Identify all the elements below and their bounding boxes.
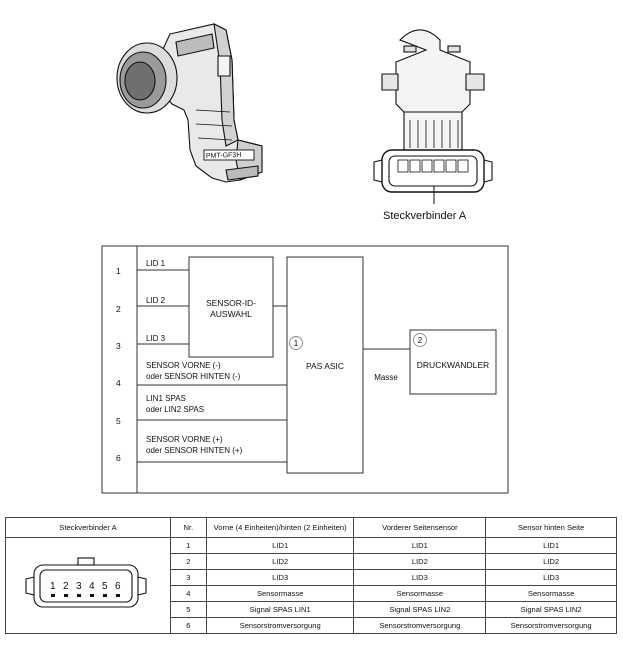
cell-rear-side: LID1 xyxy=(486,538,617,554)
sensor-logo-text: PMT-GF3H xyxy=(205,151,242,160)
label-lin-1: LIN1 SPAS xyxy=(146,394,186,403)
cell-nr: 6 xyxy=(170,618,206,634)
pinout-number-2: 2 xyxy=(63,581,69,592)
pinout-number-1: 1 xyxy=(50,581,56,592)
cell-front-rear: LID3 xyxy=(206,570,354,586)
header-nr: Nr. xyxy=(170,518,206,538)
druck-marker-number: 2 xyxy=(417,336,423,345)
cell-front-side: LID3 xyxy=(354,570,486,586)
cell-nr: 4 xyxy=(170,586,206,602)
cell-nr: 5 xyxy=(170,602,206,618)
label-lid2: LID 2 xyxy=(146,296,166,305)
pin-number-1: 1 xyxy=(116,266,121,276)
pinout-number-5: 5 xyxy=(102,581,108,592)
cell-front-rear: Signal SPAS LIN1 xyxy=(206,602,354,618)
cell-front-side: Sensormasse xyxy=(354,586,486,602)
cell-front-side: LID1 xyxy=(354,538,486,554)
cell-front-rear: Sensormasse xyxy=(206,586,354,602)
cell-nr: 2 xyxy=(170,554,206,570)
header-front-side: Vorderer Seitensensor xyxy=(354,518,486,538)
connector-pinout-diagram xyxy=(6,543,166,628)
label-sensor-minus-1: SENSOR VORNE (-) xyxy=(146,361,221,370)
masse-label: Masse xyxy=(374,373,398,382)
pin-number-3: 3 xyxy=(116,341,121,351)
pinout-number-6: 6 xyxy=(115,581,121,592)
connector-a-label: Steckverbinder A xyxy=(383,210,467,222)
cell-rear-side: LID2 xyxy=(486,554,617,570)
druckwandler-label: DRUCKWANDLER xyxy=(416,360,490,370)
label-lid1: LID 1 xyxy=(146,259,166,268)
cell-front-side: Signal SPAS LIN2 xyxy=(354,602,486,618)
label-lid3: LID 3 xyxy=(146,334,166,343)
cell-front-side: Sensorstromversorgung xyxy=(354,618,486,634)
sensor-id-label-2: AUSWAHL xyxy=(210,309,252,319)
header-front-rear: Vorne (4 Einheiten)/hinten (2 Einheiten) xyxy=(206,518,354,538)
cell-rear-side: LID3 xyxy=(486,570,617,586)
cell-rear-side: Sensorstromversorgung xyxy=(486,618,617,634)
circuit-schematic xyxy=(0,240,623,500)
label-sensor-plus-2: oder SENSOR HINTEN (+) xyxy=(146,446,243,455)
connector-pinout-cell xyxy=(6,538,171,634)
cell-front-rear: Sensorstromversorgung xyxy=(206,618,354,634)
cell-rear-side: Sensormasse xyxy=(486,586,617,602)
pin-assignment-table xyxy=(5,517,617,634)
table-row xyxy=(6,538,617,554)
pin-number-5: 5 xyxy=(116,416,121,426)
cell-nr: 3 xyxy=(170,570,206,586)
pas-asic-label: PAS ASIC xyxy=(305,361,345,371)
cell-nr: 1 xyxy=(170,538,206,554)
sensor-back-view-image xyxy=(374,30,492,192)
cell-rear-side: Signal SPAS LIN2 xyxy=(486,602,617,618)
header-rear-side: Sensor hinten Seite xyxy=(486,518,617,538)
asic-marker-number: 1 xyxy=(293,339,299,348)
cell-front-rear: LID1 xyxy=(206,538,354,554)
header-connector: Steckverbinder A xyxy=(6,518,171,538)
table-header-row xyxy=(6,518,617,538)
label-lin-2: oder LIN2 SPAS xyxy=(146,405,205,414)
cell-front-side: LID2 xyxy=(354,554,486,570)
sensor-id-label-1: SENSOR-ID- xyxy=(205,298,257,308)
pin-number-6: 6 xyxy=(116,453,121,463)
pinout-number-4: 4 xyxy=(89,581,95,592)
label-sensor-plus-1: SENSOR VORNE (+) xyxy=(146,435,223,444)
pin-number-4: 4 xyxy=(116,378,121,388)
top-illustrations xyxy=(0,0,623,235)
label-sensor-minus-2: oder SENSOR HINTEN (-) xyxy=(146,372,241,381)
cell-front-rear: LID2 xyxy=(206,554,354,570)
pin-number-2: 2 xyxy=(116,304,121,314)
pinout-number-3: 3 xyxy=(76,581,82,592)
